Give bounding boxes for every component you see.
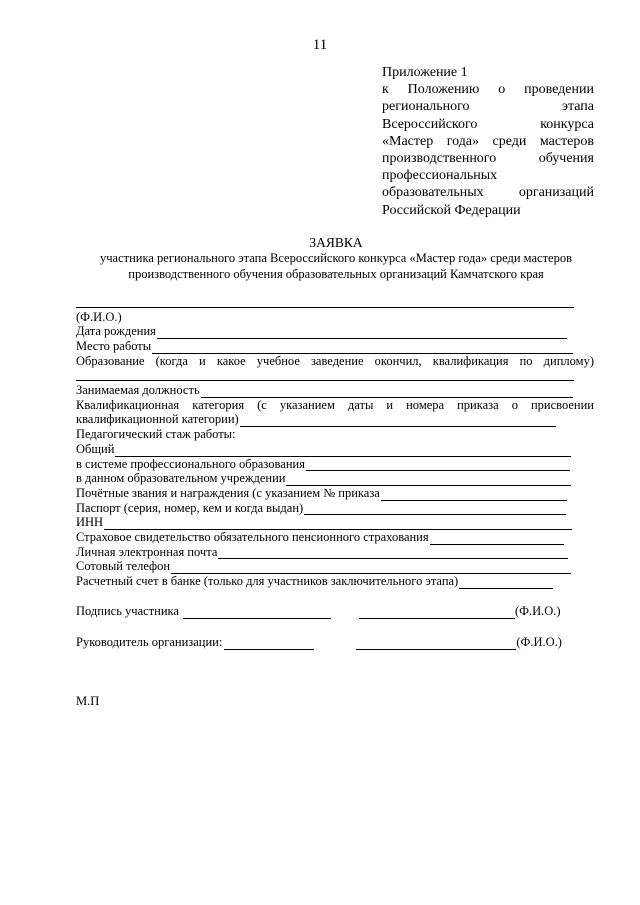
snils-blank[interactable] bbox=[430, 533, 564, 545]
participant-signature-row bbox=[76, 604, 561, 619]
document-title: ЗАЯВКА bbox=[309, 235, 363, 250]
annex-line: Всероссийского конкурса bbox=[382, 116, 594, 132]
annex-line: профессиональных bbox=[382, 168, 498, 184]
subtitle-line: производственного обучения образовательных организаций Камчатского края bbox=[128, 267, 544, 281]
annex-line: «Мастер года» среди мастеров bbox=[382, 133, 594, 149]
annex-line: регионального этапа bbox=[382, 99, 594, 115]
email-blank[interactable] bbox=[218, 547, 568, 559]
head-fio-blank[interactable] bbox=[356, 638, 516, 650]
phone-label: Сотовый телефон bbox=[76, 559, 171, 574]
birth-date-blank[interactable] bbox=[157, 327, 567, 339]
institution-experience-label: в данном образовательном учреждении bbox=[76, 471, 286, 486]
application-form bbox=[76, 295, 596, 589]
participant-signature-label: Подпись участника bbox=[76, 604, 179, 618]
passport-label: Паспорт (серия, номер, кем и когда выдан) bbox=[76, 500, 304, 515]
head-signature-blank[interactable] bbox=[224, 638, 314, 650]
head-signature-row bbox=[76, 635, 562, 650]
annex-line: к Положению о проведении bbox=[382, 82, 594, 98]
position-label: Занимаемая должность bbox=[76, 383, 200, 398]
birth-date-label: Дата рождения bbox=[76, 324, 156, 339]
position-blank[interactable] bbox=[201, 386, 573, 398]
bank-blank[interactable] bbox=[459, 577, 553, 589]
email-label: Личная электронная почта bbox=[76, 544, 218, 559]
honors-label: Почётные звания и награждения (с указанием № приказа bbox=[76, 485, 380, 500]
participant-fio-blank[interactable] bbox=[359, 607, 515, 619]
fio-caption: (Ф.И.О.) bbox=[76, 309, 122, 324]
workplace-blank[interactable] bbox=[152, 342, 573, 354]
annex-block bbox=[382, 64, 594, 219]
annex-line: Российской Федерации bbox=[382, 202, 521, 218]
head-signature-label: Руководитель организации: bbox=[76, 635, 223, 649]
phone-blank[interactable] bbox=[171, 562, 571, 574]
institution-experience-blank[interactable] bbox=[286, 474, 571, 486]
inn-blank[interactable] bbox=[104, 518, 572, 530]
education-label: Образование (когда и какое учебное заведение окончил, квалификация по диплому) bbox=[76, 353, 594, 368]
inn-label: ИНН bbox=[76, 515, 104, 530]
system-experience-label: в системе профессионального образования bbox=[76, 456, 305, 471]
annex-line: образовательных организаций bbox=[382, 185, 594, 201]
participant-fio-caption: (Ф.И.О.) bbox=[514, 604, 561, 618]
education-blank-line[interactable] bbox=[76, 368, 574, 381]
total-experience-blank[interactable] bbox=[115, 445, 571, 457]
bank-label: Расчетный счет в банке (только для участников заключительного этапа) bbox=[76, 574, 459, 589]
honors-blank[interactable] bbox=[381, 489, 567, 501]
workplace-label: Место работы bbox=[76, 339, 152, 354]
annex-line: Приложение 1 bbox=[382, 65, 468, 80]
page-number: 11 bbox=[312, 37, 328, 53]
stamp-placeholder: М.П bbox=[76, 694, 100, 708]
snils-label: Страховое свидетельство обязательного пенсионного страхования bbox=[76, 529, 429, 544]
total-experience-label: Общий bbox=[76, 441, 115, 456]
passport-blank[interactable] bbox=[304, 503, 566, 515]
ped-experience-label: Педагогический стаж работы: bbox=[76, 427, 236, 442]
system-experience-blank[interactable] bbox=[306, 459, 570, 471]
qual-category-blank[interactable] bbox=[240, 415, 556, 427]
document-subtitle bbox=[0, 250, 640, 282]
participant-signature-blank[interactable] bbox=[183, 607, 331, 619]
qual-category-label: Квалификационная категория (с указанием даты и номера приказа о присвоении bbox=[76, 397, 594, 412]
qual-category-label-cont: квалификационной категории) bbox=[76, 412, 239, 427]
annex-line: производственного обучения bbox=[382, 151, 594, 167]
subtitle-line: участника регионального этапа Всероссийского конкурса «Мастер года» среди мастеров bbox=[99, 251, 572, 265]
fio-blank-line[interactable] bbox=[76, 295, 574, 308]
head-fio-caption: (Ф.И.О.) bbox=[516, 635, 562, 649]
